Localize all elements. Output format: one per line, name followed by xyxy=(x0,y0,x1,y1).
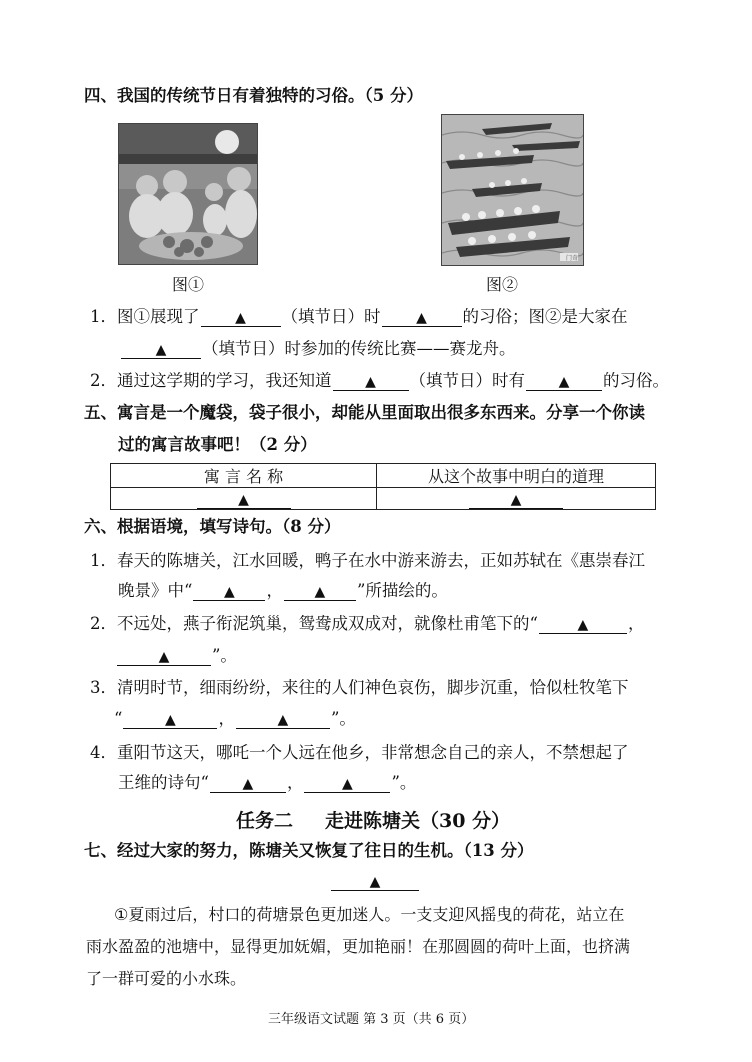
triangle-marker-icon: ▲ xyxy=(155,342,167,358)
triangle-marker-icon: ▲ xyxy=(416,310,427,326)
q7-heading: 七、经过大家的努力，陈塘关又恢复了往日的生机。（13 分） xyxy=(84,841,534,860)
triangle-marker-icon: ▲ xyxy=(235,310,246,326)
triangle-marker-icon: ▲ xyxy=(365,374,376,390)
answer-blank[interactable] xyxy=(193,582,265,601)
triangle-marker-icon: ▲ xyxy=(238,491,249,508)
answer-blank[interactable] xyxy=(526,372,602,391)
figure-2-caption: 图② xyxy=(486,275,519,294)
table-header-lesson: 从这个故事中明白的道理 xyxy=(377,464,656,488)
table-cell-lesson xyxy=(377,488,656,510)
answer-blank[interactable] xyxy=(121,340,201,359)
q6-item3-line2 xyxy=(114,708,356,730)
answer-blank[interactable] xyxy=(210,774,286,793)
fable-table xyxy=(110,463,656,510)
answer-blank[interactable] xyxy=(469,490,563,509)
comma: ， xyxy=(286,773,304,792)
q6-item4-text-b: ”。 xyxy=(391,773,417,792)
q4-item2-text-a: 2．通过这学期的学习，我还知道 xyxy=(90,371,332,390)
comma: ， xyxy=(218,709,235,728)
task2-title xyxy=(236,806,510,833)
q6-item2-text-b: ”。 xyxy=(212,646,237,665)
comma: ， xyxy=(266,581,283,600)
triangle-marker-icon: ▲ xyxy=(577,617,589,633)
triangle-marker-icon: ▲ xyxy=(224,584,235,600)
q6-item1-line2 xyxy=(118,580,448,602)
triangle-marker-icon: ▲ xyxy=(369,874,381,890)
q7-passage-line3: 了一群可爱的小水珠。 xyxy=(86,969,247,988)
task2-title-a: 任务二 xyxy=(236,810,294,832)
q6-item1-text-b: ”所描绘的。 xyxy=(356,581,448,600)
q6-item4-line1: 4．重阳节这天，哪吒一个人远在他乡，非常想念自己的亲人，不禁想起了 xyxy=(90,743,629,762)
q6-item4-text-a: 王维的诗句“ xyxy=(118,773,209,792)
q6-item1-text-a: 晚景》中“ xyxy=(118,581,193,600)
answer-blank[interactable] xyxy=(333,372,409,391)
answer-blank[interactable] xyxy=(331,872,419,891)
q6-item1-line1: 1．春天的陈塘关，江水回暖，鸭子在水中游来游去，正如苏轼在《惠崇春江 xyxy=(90,551,645,570)
q4-item1-text-d: （填节日）时参加的传统比赛——赛龙舟。 xyxy=(202,339,516,358)
q6-item4-line2 xyxy=(118,772,416,794)
triangle-marker-icon: ▲ xyxy=(277,712,289,728)
answer-blank[interactable] xyxy=(201,308,281,327)
triangle-marker-icon: ▲ xyxy=(242,776,254,792)
answer-blank[interactable] xyxy=(539,615,627,634)
figure-2-dragon-boat-image xyxy=(441,114,584,266)
table-header-row xyxy=(111,464,656,488)
answer-blank[interactable] xyxy=(382,308,462,327)
figure-1-mid-autumn-image xyxy=(118,123,258,265)
answer-blank[interactable] xyxy=(123,710,217,729)
triangle-marker-icon: ▲ xyxy=(165,712,176,728)
q4-item2-line xyxy=(90,370,669,392)
triangle-marker-icon: ▲ xyxy=(510,491,522,508)
q6-item2-line2 xyxy=(116,645,237,667)
answer-blank[interactable] xyxy=(284,582,356,601)
page-footer: 三年级语文试题 第 3 页（共 6 页） xyxy=(268,1012,475,1027)
triangle-marker-icon: ▲ xyxy=(342,776,353,792)
answer-blank[interactable] xyxy=(236,710,330,729)
figure-1-illustration xyxy=(119,124,257,264)
triangle-marker-icon: ▲ xyxy=(158,649,170,665)
q4-item1-text-b: （填节日）时 xyxy=(281,307,381,326)
answer-blank[interactable] xyxy=(304,774,390,793)
table-header-fable-name: 寓 言 名 称 xyxy=(111,464,377,488)
comma: ， xyxy=(627,614,645,633)
answer-blank[interactable] xyxy=(197,490,291,509)
q6-item3-text-b: ”。 xyxy=(330,709,356,728)
q5-heading-line1: 五、寓言是一个魔袋，袋子很小，却能从里面取出很多东西来。分享一个你读 xyxy=(84,403,645,422)
q4-item1-line1 xyxy=(90,306,628,328)
q4-item2-text-b: （填节日）时有 xyxy=(409,371,525,390)
table-cell-fable-name xyxy=(111,488,377,510)
triangle-marker-icon: ▲ xyxy=(558,374,570,390)
figure-2-illustration xyxy=(442,115,583,265)
q6-heading: 六、根据语境，填写诗句。（8 分） xyxy=(84,517,341,536)
task2-title-b: 走进陈塘关（30 分） xyxy=(325,810,511,832)
q5-heading-line2: 过的寓言故事吧！（2 分） xyxy=(118,435,317,454)
q7-passage-line1: ①夏雨过后，村口的荷塘景色更加迷人。一支支迎风摇曳的荷花，站立在 xyxy=(114,905,625,924)
q6-item3-text-a: “ xyxy=(114,709,123,728)
q4-item1-text-c: 的习俗；图②是大家在 xyxy=(462,307,628,326)
q4-heading: 四、我国的传统节日有着独特的习俗。（5 分） xyxy=(84,86,423,105)
q7-passage-title-line xyxy=(330,870,420,892)
answer-blank[interactable] xyxy=(117,647,211,666)
figure-1-caption: 图① xyxy=(172,275,205,294)
triangle-marker-icon: ▲ xyxy=(314,584,326,600)
q4-item1-text-a: 1．图①展现了 xyxy=(90,307,200,326)
q6-item3-line1: 3．清明时节，细雨纷纷，来往的人们神色哀伤，脚步沉重，恰似杜牧笔下 xyxy=(90,678,629,697)
q6-item2-line1 xyxy=(90,613,644,635)
q4-item2-text-c: 的习俗。 xyxy=(603,371,669,390)
table-answer-row xyxy=(111,488,656,510)
q4-item1-line2 xyxy=(120,338,516,360)
q6-item2-text-a: 2．不远处，燕子衔泥筑巢，鸳鸯成双成对，就像杜甫笔下的“ xyxy=(90,614,538,633)
figure-2-watermark: 门奇 xyxy=(565,255,578,262)
q7-passage-line2: 雨水盈盈的池塘中，显得更加妩媚，更加艳丽！在那圆圆的荷叶上面，也挤满 xyxy=(86,937,631,956)
